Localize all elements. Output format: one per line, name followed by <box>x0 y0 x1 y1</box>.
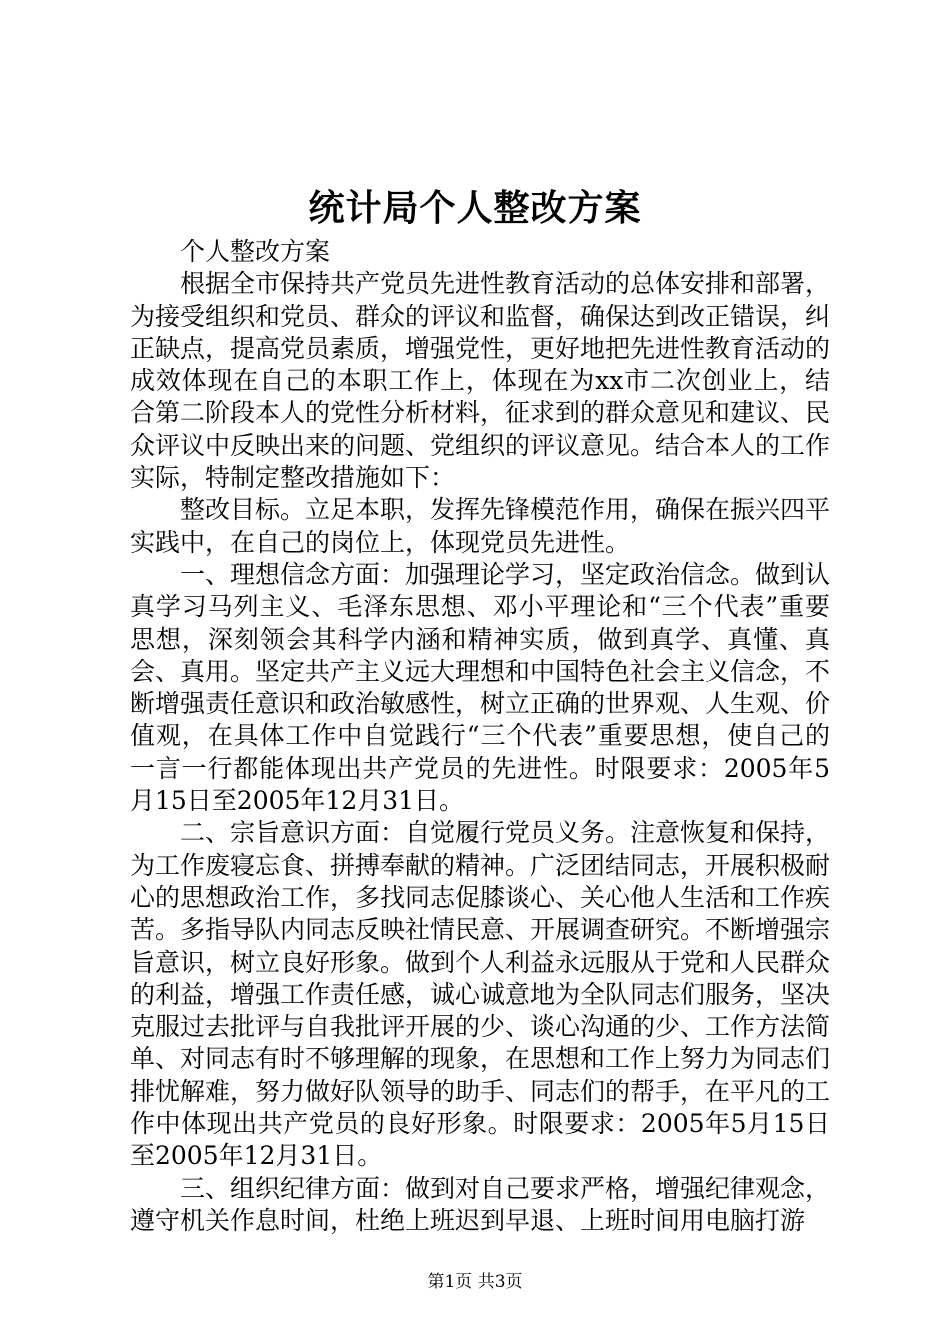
document-title: 统计局个人整改方案 <box>308 187 642 229</box>
paragraph-subtitle: 个人整改方案 <box>180 237 331 266</box>
paragraph-goal: 整改目标。立足本职，发挥先锋模范作用，确保在振兴四平实践中，在自己的岗位上，体现党员先进性。 <box>130 495 831 557</box>
paragraph-section-1: 一、理想信念方面：加强理论学习，坚定政治信念。做到认真学习马列主义、毛泽东思想、邓小平理论和“三个代表”重要思想，深刻领会其科学内涵和精神实质，做到真学、真懂、真会、真用。坚定共产主义远大理想和中国特色社会主义信念，不断增强责任意识和政治敏感性，树立正确的世界观、人生观、价值观，在具体工作中自觉践行“三个代表”重要思想，使自己的一言一行都能体现出共产党员的先进性。时限要求：2005年5月15日至2005年12月31日。 <box>130 559 831 816</box>
paragraph-section-2: 二、宗旨意识方面：自觉履行党员义务。注意恢复和保持，为工作废寝忘食、拼搏奉献的精神。广泛团结同志，开展积极耐心的思想政治工作，多找同志促膝谈心、关心他人生活和工作疾苦。多指导队内同志反映社情民意、开展调查研究。不断增强宗旨意识，树立良好形象。做到个人利益永远服从于党和人民群众的利益，增强工作责任感，诚心诚意地为全队同志们服务，坚决克服过去批评与自我批评开展的少、谈心沟通的少、工作方法简单、对同志有时不够理解的现象，在思想和工作上努力为同志们排忧解难，努力做好队领导的助手、同志们的帮手，在平凡的工作中体现出共产党员的良好形象。时限要求：2005年5月15日至2005年12月31日。 <box>130 818 831 1171</box>
page-number-footer: 第1页 共3页 <box>427 1272 523 1292</box>
paragraph-section-3: 三、组织纪律方面：做到对自己要求严格，增强纪律观念，遵守机关作息时间，杜绝上班迟到早退、上班时间用电脑打游 <box>130 1173 831 1235</box>
document-body <box>130 236 830 1237</box>
paragraph-intro: 根据全市保持共产党员先进性教育活动的总体安排和部署，为接受组织和党员、群众的评议和监督，确保达到改正错误，纠正缺点，提高党员素质，增强党性，更好地把先进性教育活动的成效体现在自己的本职工作上，体现在为xx市二次创业上，结合第二阶段本人的党性分析材料，征求到的群众意见和建议、民众评议中反映出来的问题、党组织的评议意见。结合本人的工作实际，特制定整改措施如下： <box>130 269 831 493</box>
